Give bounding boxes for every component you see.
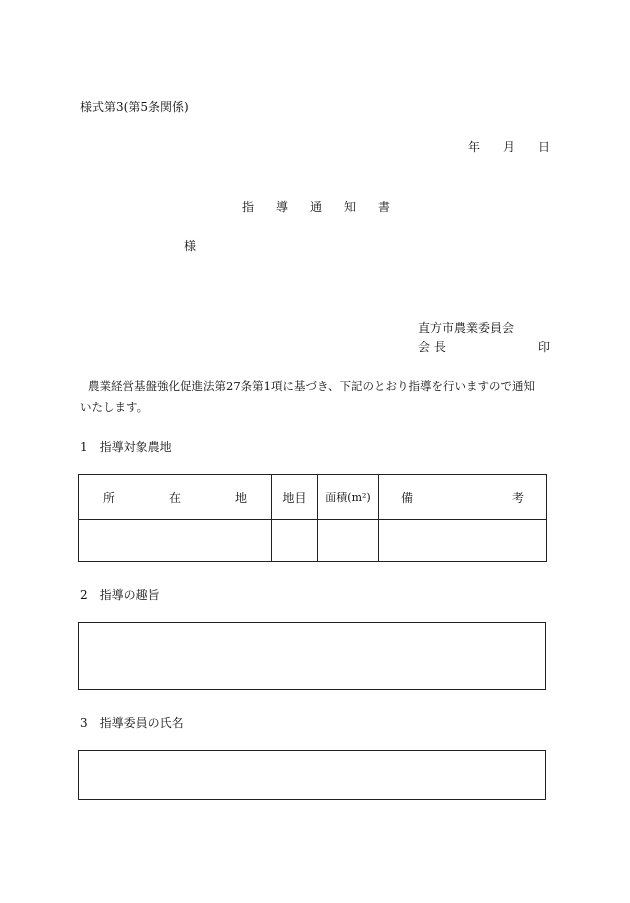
guidance-committee-name-box[interactable] <box>78 750 546 800</box>
section1-heading: 1 指導対象農地 <box>80 440 172 454</box>
remarks-cell[interactable] <box>379 520 547 562</box>
guidance-purpose-box[interactable] <box>78 622 546 690</box>
location-cell[interactable] <box>79 520 272 562</box>
sender-position-line <box>418 338 550 355</box>
seal-mark: 印 <box>537 340 550 354</box>
date-month: 月 <box>502 140 515 154</box>
area-cell[interactable] <box>318 520 379 562</box>
sender-position: 会 長 <box>418 340 446 354</box>
area-header: 面積(m²) <box>318 475 379 520</box>
body-text-line2: いたします。 <box>80 400 149 414</box>
title-char: 指 <box>242 200 255 214</box>
date-line <box>468 138 550 155</box>
title-char: 導 <box>275 200 288 214</box>
remarks-header: 備 考 <box>379 475 547 520</box>
addressee-suffix: 様 <box>184 239 197 253</box>
body-text-line1: 農業経営基盤強化促進法第27条第1項に基づき、下記のとおり指導を行いますので通知 <box>88 379 535 393</box>
land-category-header: 地目 <box>272 475 318 520</box>
sender-organization: 直方市農業委員会 <box>418 321 515 335</box>
target-farmland-table <box>78 474 547 562</box>
land-category-cell[interactable] <box>272 520 318 562</box>
table-header-row <box>79 475 547 520</box>
title-char: 知 <box>343 200 356 214</box>
section2-heading: 2 指導の趣旨 <box>80 588 160 602</box>
location-header: 所 在 地 <box>79 475 272 520</box>
date-year: 年 <box>468 140 481 154</box>
section3-heading: 3 指導委員の氏名 <box>80 716 184 730</box>
form-number: 様式第3(第5条関係) <box>80 100 189 114</box>
table-row <box>79 520 547 562</box>
title-char: 通 <box>309 200 322 214</box>
document-title <box>242 198 390 215</box>
date-day: 日 <box>537 140 550 154</box>
title-char: 書 <box>377 200 390 214</box>
